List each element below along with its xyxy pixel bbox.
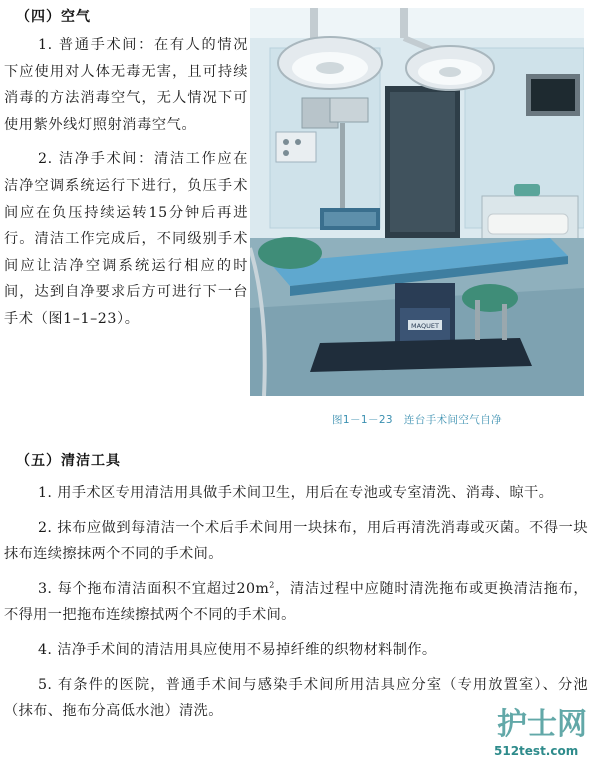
watermark-logo-text: 护士网 — [497, 707, 587, 742]
section-air-body — [4, 32, 248, 341]
paragraph-clean-or: 2. 洁净手术间：清洁工作应在洁净空调系统运行下进行，负压手术间应在负压持续运转15分钟后再进行。清洁工作完成后，不同级别手术间应让洁净空调系统运行相应的时间，达到自净要求后方可进行下一台手术（图1–1–23）。 — [4, 151, 248, 327]
paragraph-3-start: 3. 每个拖布清洁面积不宜超过20m — [38, 580, 270, 597]
paragraph-cleaning-tool-5: 5. 有条件的医院，普通手术间与感染手术间所用洁具应分室（专用放置室）、分池（抹布、拖布分高低水池）清洗。 — [4, 676, 588, 720]
paragraph-cleaning-tool-3 — [4, 576, 588, 629]
figure-caption: 图1－1－23 连台手术间空气自净 — [331, 414, 503, 426]
watermark-site-text: 512test.com — [494, 744, 579, 758]
paragraph-cleaning-tool-1: 1. 用手术区专用清洁用具做手术间卫生，用后在专池或专室清洗、消毒、晾干。 — [38, 485, 554, 501]
section-heading-cleaning-tools: （五）清洁工具 — [16, 453, 121, 469]
operating-room-photo — [250, 8, 584, 396]
table-brand-label: MAQUET — [411, 322, 439, 330]
watermark-logo-icon — [494, 700, 590, 744]
paragraph-ordinary-or: 1. 普通手术间：在有人的情况下应使用对人体无毒无害，且可持续消毒的方法消毒空气，无人情况下可使用紫外线灯照射消毒空气。 — [4, 37, 248, 133]
section-cleaning-tools-body — [4, 480, 588, 733]
site-watermark — [494, 700, 590, 758]
square-meter-superscript: 2 — [269, 580, 275, 590]
paragraph-cleaning-tool-2: 2. 抹布应做到每清洁一个术后手术间用一块抹布，用后再清洗消毒或灭菌。不得一块抹布连续擦抹两个不同的手术间。 — [4, 519, 588, 563]
operating-room-illustration — [250, 8, 584, 396]
paragraph-3-end: ，清洁过程中应随时清洗拖布或更换清洁拖布，不得用一把拖布连续擦拭两个不同的手术间。 — [4, 580, 588, 624]
section-heading-air: （四）空气 — [16, 9, 91, 25]
paragraph-cleaning-tool-4: 4. 洁净手术间的清洁用具应使用不易掉纤维的织物材料制作。 — [38, 641, 437, 658]
